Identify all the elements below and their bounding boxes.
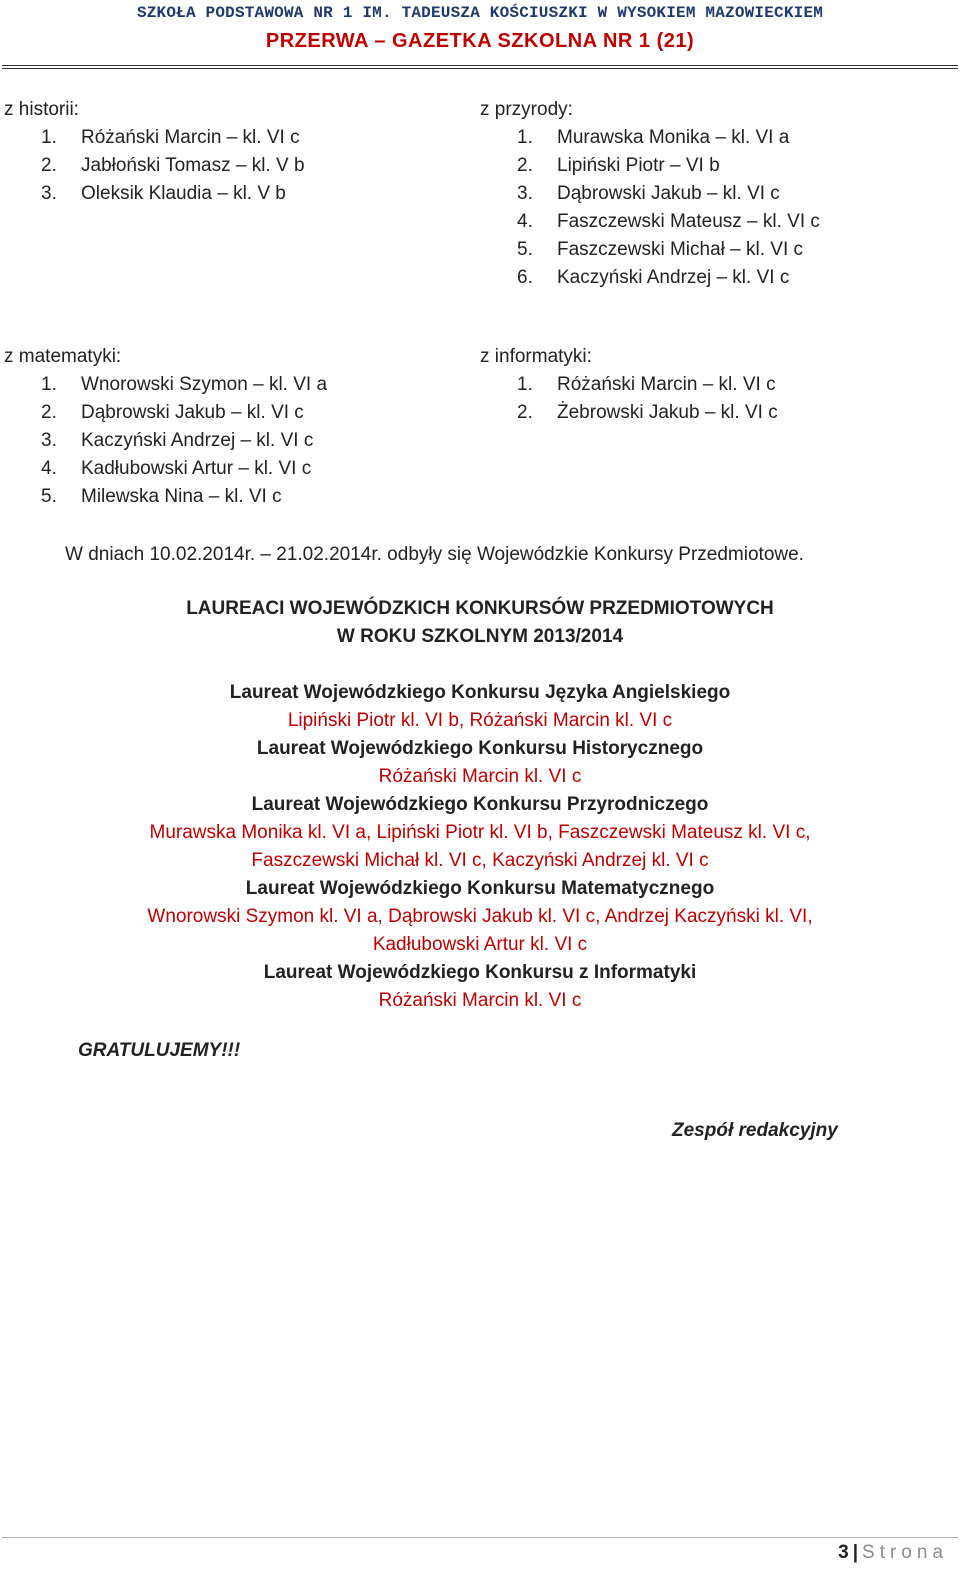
footer-divider <box>2 1537 958 1538</box>
laureates-section <box>0 595 960 1015</box>
nature-section <box>480 96 820 292</box>
history-section <box>4 96 305 208</box>
history-heading: z historii: <box>4 99 79 120</box>
list-item: 2. Lipiński Piotr – VI b <box>517 155 720 176</box>
contest-names-nature: Murawska Monika kl. VI a, Lipiński Piotr kl. VI b, Faszczewski Mateusz kl. VI c, <box>149 822 811 843</box>
school-name-header: SZKOŁA PODSTAWOWA NR 1 IM. TADEUSZA KOŚCIUSZKI W WYSOKIEM MAZOWIECKIEM <box>136 4 824 22</box>
contest-heading-english: Laureat Wojewódzkiego Konkursu Języka Angielskiego <box>229 682 731 703</box>
nature-heading: z przyrody: <box>480 99 573 120</box>
laureates-title: LAUREACI WOJEWÓDZKICH KONKURSÓW PRZEDMIOTOWYCH <box>186 598 774 619</box>
list-item: 1. Różański Marcin – kl. VI c <box>517 374 776 395</box>
math-section <box>4 343 327 511</box>
laureates-subtitle: W ROKU SZKOLNYM 2013/2014 <box>336 626 624 647</box>
contest-names-math: Wnorowski Szymon kl. VI a, Dąbrowski Jakub kl. VI c, Andrzej Kaczyński kl. VI, <box>147 906 813 927</box>
contest-names-nature: Faszczewski Michał kl. VI c, Kaczyński Andrzej kl. VI c <box>251 850 709 871</box>
list-item: 1. Wnorowski Szymon – kl. VI a <box>41 374 328 395</box>
page-footer <box>838 1542 948 1564</box>
list-item: 5. Faszczewski Michał – kl. VI c <box>517 239 803 260</box>
page-number: 3 <box>838 1542 849 1563</box>
nature-list <box>480 124 820 292</box>
contest-heading-math: Laureat Wojewódzkiego Konkursu Matematycznego <box>245 878 715 899</box>
history-list <box>4 124 305 208</box>
contest-heading-it: Laureat Wojewódzkiego Konkursu z Informatyki <box>263 962 697 983</box>
it-section <box>480 343 778 427</box>
newsletter-title: PRZERWA – GAZETKA SZKOLNA NR 1 (21) <box>265 30 695 52</box>
list-item: 6. Kaczyński Andrzej – kl. VI c <box>517 267 790 288</box>
contest-names-history: Różański Marcin kl. VI c <box>378 766 582 787</box>
math-heading: z matematyki: <box>4 346 122 367</box>
contest-names-it: Różański Marcin kl. VI c <box>378 990 582 1011</box>
contest-heading-nature: Laureat Wojewódzkiego Konkursu Przyrodniczego <box>251 794 709 815</box>
list-item: 4. Kadłubowski Artur – kl. VI c <box>41 458 312 479</box>
list-item: 1. Różański Marcin – kl. VI c <box>41 127 300 148</box>
contest-names-math: Kadłubowski Artur kl. VI c <box>372 934 588 955</box>
it-heading: z informatyki: <box>480 346 592 367</box>
list-item: 1. Murawska Monika – kl. VI a <box>517 127 790 148</box>
congratulations-text: GRATULUJEMY!!! <box>78 1040 241 1061</box>
list-item: 2. Jabłoński Tomasz – kl. V b <box>41 155 305 176</box>
list-item: 5. Milewska Nina – kl. VI c <box>41 486 282 507</box>
contest-names-english: Lipiński Piotr kl. VI b, Różański Marcin kl. VI c <box>287 710 673 731</box>
list-item: 2. Żebrowski Jakub – kl. VI c <box>517 402 778 423</box>
page-label: Strona <box>862 1542 948 1563</box>
list-item: 2. Dąbrowski Jakub – kl. VI c <box>41 402 304 423</box>
math-list <box>4 371 327 511</box>
footer-separator: | <box>852 1542 859 1563</box>
it-list <box>480 371 778 427</box>
list-item: 3. Oleksik Klaudia – kl. V b <box>41 183 286 204</box>
list-item: 4. Faszczewski Mateusz – kl. VI c <box>517 211 820 232</box>
editorial-team-signature: Zespół redakcyjny <box>672 1120 838 1141</box>
contest-dates-text: W dniach 10.02.2014r. – 21.02.2014r. odbyły się Wojewódzkie Konkursy Przedmiotowe. <box>65 544 804 565</box>
list-item: 3. Kaczyński Andrzej – kl. VI c <box>41 430 314 451</box>
contest-heading-history: Laureat Wojewódzkiego Konkursu Historycznego <box>256 738 704 759</box>
header-divider <box>2 65 958 69</box>
list-item: 3. Dąbrowski Jakub – kl. VI c <box>517 183 780 204</box>
